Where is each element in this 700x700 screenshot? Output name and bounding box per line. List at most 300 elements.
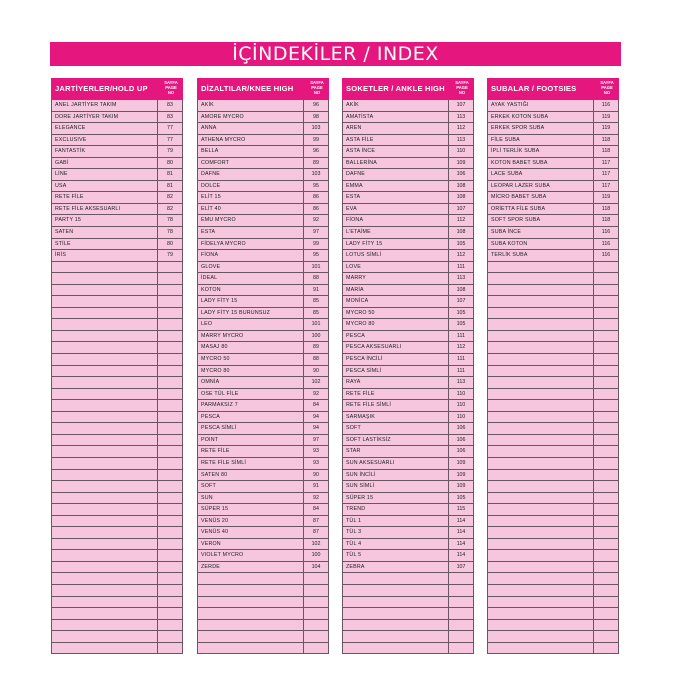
table-row <box>488 412 619 424</box>
product-name <box>52 643 157 654</box>
product-name <box>488 354 593 365</box>
page-number: 108 <box>448 181 473 192</box>
table-row <box>343 158 474 170</box>
page-number: 118 <box>593 146 618 157</box>
page-number: 114 <box>448 527 473 538</box>
product-name: PESCA SİMLİ <box>201 425 237 432</box>
table-row <box>488 192 619 204</box>
product-name <box>52 562 157 573</box>
page-number: 106 <box>448 446 473 457</box>
table-row <box>343 181 474 193</box>
product-name: MASAJ 80 <box>201 344 228 351</box>
page-number <box>157 412 182 423</box>
page-number: 109 <box>448 481 473 492</box>
page-number: 78 <box>157 215 182 226</box>
page-number <box>157 273 182 284</box>
page-number <box>593 354 618 365</box>
product-name: STİLE <box>55 240 71 247</box>
product-name <box>52 435 157 446</box>
product-name: ERKEK KOTON SUBA <box>491 113 549 120</box>
page-number: 111 <box>448 331 473 342</box>
product-name <box>488 273 593 284</box>
table-row <box>488 562 619 574</box>
page-number: 105 <box>448 308 473 319</box>
table-row <box>52 423 183 435</box>
product-name <box>488 285 593 296</box>
table-row <box>343 319 474 331</box>
table-row <box>198 354 329 366</box>
product-name: MİCRO BABET SUBA <box>491 194 547 201</box>
table-row <box>343 493 474 505</box>
table-row <box>343 481 474 493</box>
table-row <box>52 435 183 447</box>
product-name: VENÜS 20 <box>201 517 229 524</box>
product-name: PARTY 15 <box>55 217 82 224</box>
product-name <box>52 470 157 481</box>
page-number <box>157 389 182 400</box>
page-number <box>157 527 182 538</box>
table-row <box>343 389 474 401</box>
page-number <box>593 435 618 446</box>
product-name <box>52 273 157 284</box>
table-row <box>52 573 183 585</box>
product-name <box>488 412 593 423</box>
product-name: OSE TÜL FİLE <box>201 390 239 397</box>
product-name <box>52 412 157 423</box>
table-row <box>343 250 474 262</box>
table-row <box>343 239 474 251</box>
product-name: LADY FİTY 15 <box>201 298 238 305</box>
product-name <box>488 562 593 573</box>
table-row <box>52 112 183 124</box>
page-number: 78 <box>157 227 182 238</box>
page-number: 114 <box>448 516 473 527</box>
product-name: LİNE <box>55 171 68 178</box>
page-number <box>157 562 182 573</box>
page-number: 93 <box>303 458 328 469</box>
page-number: 96 <box>303 100 328 111</box>
product-name <box>488 331 593 342</box>
product-name <box>488 400 593 411</box>
product-name <box>52 262 157 273</box>
page-number: 112 <box>448 342 473 353</box>
page-number: 114 <box>448 539 473 550</box>
page-number: 94 <box>303 423 328 434</box>
product-name: ZEBRA <box>346 563 365 570</box>
page-number: 119 <box>593 192 618 203</box>
product-name: SARMAŞIK <box>346 413 375 420</box>
product-name <box>488 620 593 631</box>
table-row <box>52 146 183 158</box>
product-name: FİDELYA MYCRO <box>201 240 246 247</box>
product-name <box>198 608 303 619</box>
product-name: POINT <box>201 436 219 443</box>
page-number <box>448 643 473 654</box>
product-name: SUN <box>201 494 213 501</box>
product-name: PESCA <box>201 413 220 420</box>
page-number <box>157 539 182 550</box>
page-number: 100 <box>303 331 328 342</box>
product-name: RETE FİLE AKSESUARLI <box>55 205 121 212</box>
table-row <box>198 285 329 297</box>
page-number: 85 <box>303 296 328 307</box>
product-name <box>488 470 593 481</box>
column-header <box>51 78 183 100</box>
product-name <box>488 608 593 619</box>
page-number: 104 <box>303 562 328 573</box>
page-number: 96 <box>303 146 328 157</box>
table-row <box>343 204 474 216</box>
table-row <box>488 273 619 285</box>
product-name: SÜPER 15 <box>201 506 229 513</box>
product-name <box>488 308 593 319</box>
page-number: 110 <box>448 412 473 423</box>
page-number <box>593 412 618 423</box>
page-number <box>593 597 618 608</box>
table-row <box>198 470 329 482</box>
page-number: 99 <box>303 135 328 146</box>
table-row <box>343 527 474 539</box>
table-row <box>52 562 183 574</box>
table-row <box>52 539 183 551</box>
product-name: AKİK <box>201 102 214 108</box>
table-row <box>198 296 329 308</box>
table-row <box>198 562 329 574</box>
product-name: L'ETAİME <box>346 229 371 236</box>
table-row <box>198 527 329 539</box>
product-name: SUN AKSESUARLI <box>346 459 395 466</box>
product-name <box>52 550 157 561</box>
page-number <box>593 285 618 296</box>
product-name <box>488 262 593 273</box>
table-row <box>343 296 474 308</box>
product-name: FANTASTİK <box>55 148 86 155</box>
table-row <box>198 493 329 505</box>
product-name: SUBA KOTON <box>491 240 528 247</box>
product-name: FİONA <box>346 217 364 224</box>
table-row <box>52 181 183 193</box>
table-row <box>343 470 474 482</box>
table-row <box>488 100 619 112</box>
table-row <box>488 481 619 493</box>
table-row <box>488 573 619 585</box>
table-row <box>343 377 474 389</box>
product-name: VENÜS 40 <box>201 529 229 536</box>
table-row <box>52 273 183 285</box>
column-title: SUBALAR / FOOTSIES <box>491 84 577 93</box>
product-name <box>52 285 157 296</box>
index-column-2 <box>197 78 329 654</box>
product-name: AMATİSTA <box>346 113 374 120</box>
product-name: LEOPAR LAZER SUBA <box>491 182 550 189</box>
page-number <box>593 308 618 319</box>
product-name: AREN <box>346 125 362 132</box>
product-name: ATHENA MYCRO <box>201 136 246 143</box>
table-row <box>52 481 183 493</box>
column-title: DİZALTILAR/KNEE HIGH <box>201 84 294 93</box>
page-number <box>157 597 182 608</box>
product-name <box>52 308 157 319</box>
table-row <box>488 227 619 239</box>
product-name: LEO <box>201 321 213 328</box>
table-row <box>198 215 329 227</box>
page-number: 90 <box>303 366 328 377</box>
table-row <box>52 366 183 378</box>
page-number: 92 <box>303 389 328 400</box>
product-name <box>52 319 157 330</box>
page-number: 102 <box>303 377 328 388</box>
page-number <box>157 354 182 365</box>
page-number: 109 <box>448 470 473 481</box>
product-name: TERLİK SUBA <box>491 252 528 259</box>
product-name: EMMA <box>346 182 363 189</box>
product-name: VERON <box>201 540 221 547</box>
product-name: MYCRO 80 <box>201 367 230 374</box>
page-number: 112 <box>448 215 473 226</box>
table-row <box>488 239 619 251</box>
table-row <box>488 319 619 331</box>
product-name: VIOLET MYCRO <box>201 552 244 559</box>
table-row <box>343 112 474 124</box>
product-name: DORE JARTİYER TAKIM <box>55 113 119 120</box>
product-name: PESCA SİMLİ <box>346 367 382 374</box>
product-name: LACE SUBA <box>491 171 523 178</box>
table-row <box>488 262 619 274</box>
table-row <box>488 135 619 147</box>
table-row <box>488 377 619 389</box>
page-number: 107 <box>448 296 473 307</box>
table-row <box>52 597 183 609</box>
table-row <box>198 412 329 424</box>
page-number: 97 <box>303 435 328 446</box>
page-no-header: SAYFA PAGE NO <box>310 80 324 95</box>
page-number <box>593 562 618 573</box>
table-row <box>52 250 183 262</box>
page-number <box>303 620 328 631</box>
page-number <box>157 446 182 457</box>
product-name: ERKEK SPOR SUBA <box>491 125 545 132</box>
table-row <box>52 643 183 655</box>
page-number: 113 <box>448 135 473 146</box>
table-row <box>198 377 329 389</box>
page-number: 80 <box>157 239 182 250</box>
page-number: 116 <box>593 250 618 261</box>
page-number <box>157 493 182 504</box>
table-row <box>198 435 329 447</box>
product-name <box>52 597 157 608</box>
page-number: 87 <box>303 516 328 527</box>
page-number: 94 <box>303 412 328 423</box>
table-row <box>343 435 474 447</box>
product-name: SOFT LASTİKSİZ <box>346 436 391 443</box>
table-row <box>343 100 474 112</box>
product-name: RETE FİLE <box>346 390 375 397</box>
page-number <box>157 262 182 273</box>
table-row <box>343 608 474 620</box>
index-rows <box>487 100 619 654</box>
page-number: 110 <box>448 389 473 400</box>
page-no-header: SAYFA PAGE NO <box>164 80 178 95</box>
page-number: 79 <box>157 250 182 261</box>
page-number <box>157 585 182 596</box>
table-row <box>198 550 329 562</box>
page-number <box>593 539 618 550</box>
page-number: 111 <box>448 262 473 273</box>
table-row <box>198 342 329 354</box>
product-name: SUBA İNCE <box>491 229 522 236</box>
index-column-4 <box>487 78 619 654</box>
table-row <box>52 493 183 505</box>
table-row <box>488 608 619 620</box>
product-name: SUN SİMLİ <box>346 483 375 490</box>
table-row <box>52 585 183 597</box>
page-number: 105 <box>448 493 473 504</box>
table-row <box>488 435 619 447</box>
table-row <box>52 319 183 331</box>
product-name <box>52 631 157 642</box>
table-row <box>198 319 329 331</box>
table-row <box>52 458 183 470</box>
table-row <box>52 123 183 135</box>
table-row <box>488 400 619 412</box>
table-row <box>488 331 619 343</box>
table-row <box>52 227 183 239</box>
product-name: ZERDE <box>201 563 220 570</box>
product-name: MONİCA <box>346 298 369 305</box>
table-row <box>198 100 329 112</box>
product-name: EMU MYCRO <box>201 217 236 224</box>
product-name <box>198 597 303 608</box>
page-number <box>157 481 182 492</box>
table-row <box>488 366 619 378</box>
table-row <box>52 135 183 147</box>
product-name: COMFORT <box>201 159 230 166</box>
column-header <box>197 78 329 100</box>
product-name <box>488 446 593 457</box>
table-row <box>343 135 474 147</box>
page-number <box>157 458 182 469</box>
page-number <box>593 504 618 515</box>
table-row <box>488 250 619 262</box>
index-rows <box>342 100 474 654</box>
product-name: SÜPER 15 <box>346 494 374 501</box>
product-name: ASTA İNCE <box>346 148 376 155</box>
table-row <box>488 458 619 470</box>
page-number: 109 <box>448 158 473 169</box>
product-name <box>488 389 593 400</box>
table-row <box>198 250 329 262</box>
table-row <box>52 342 183 354</box>
product-name: TÜL 1 <box>346 517 362 524</box>
product-name: ANEL JARTİYER TAKIM <box>55 102 117 108</box>
page-number: 102 <box>303 539 328 550</box>
page-number: 85 <box>303 308 328 319</box>
page-number <box>157 550 182 561</box>
page-number <box>448 597 473 608</box>
product-name: LOVE <box>346 263 361 270</box>
product-name <box>52 446 157 457</box>
page-number: 117 <box>593 158 618 169</box>
table-row <box>198 631 329 643</box>
page-number <box>593 527 618 538</box>
page-number <box>157 608 182 619</box>
page-number: 89 <box>303 342 328 353</box>
table-row <box>343 504 474 516</box>
table-row <box>488 539 619 551</box>
table-row <box>343 585 474 597</box>
page-number <box>157 573 182 584</box>
table-row <box>198 573 329 585</box>
page-number <box>303 585 328 596</box>
index-rows <box>51 100 183 654</box>
product-name: SOFT <box>346 425 361 432</box>
table-row <box>198 516 329 528</box>
product-name <box>52 516 157 527</box>
product-name: AKİK <box>346 102 359 108</box>
page-number: 79 <box>157 146 182 157</box>
product-name: İPLİ TERLİK SUBA <box>491 148 540 155</box>
table-row <box>488 493 619 505</box>
product-name: PARMAKSIZ 7 <box>201 402 238 409</box>
table-row <box>488 112 619 124</box>
page-number <box>157 435 182 446</box>
product-name: SOFT <box>201 483 216 490</box>
page-number <box>593 342 618 353</box>
table-row <box>52 504 183 516</box>
table-row <box>52 631 183 643</box>
table-row <box>198 458 329 470</box>
table-row <box>488 215 619 227</box>
table-row <box>52 331 183 343</box>
table-row <box>343 123 474 135</box>
page-number <box>157 319 182 330</box>
product-name: TÜL 4 <box>346 540 362 547</box>
product-name <box>52 573 157 584</box>
product-name <box>488 366 593 377</box>
page-number: 91 <box>303 481 328 492</box>
product-name <box>343 643 448 654</box>
product-name <box>488 539 593 550</box>
table-row <box>198 643 329 655</box>
column-header <box>487 78 619 100</box>
product-name <box>488 296 593 307</box>
product-name: EVA <box>346 205 357 212</box>
table-row <box>343 620 474 632</box>
product-name: DAFNE <box>201 171 220 178</box>
product-name: ELİT 15 <box>201 194 221 201</box>
page-number: 103 <box>303 123 328 134</box>
page-number <box>157 342 182 353</box>
table-row <box>52 550 183 562</box>
index-column-1 <box>51 78 183 654</box>
product-name: GLOVE <box>201 263 221 270</box>
product-name <box>52 296 157 307</box>
page-number: 82 <box>157 192 182 203</box>
product-name: İDEAL <box>201 275 218 282</box>
page-number <box>448 620 473 631</box>
product-name <box>343 620 448 631</box>
page-number: 110 <box>448 146 473 157</box>
product-name: ESTA <box>346 194 361 201</box>
table-row <box>198 227 329 239</box>
page-number <box>448 585 473 596</box>
index-column-3 <box>342 78 474 654</box>
product-name <box>488 643 593 654</box>
page-number <box>593 458 618 469</box>
product-name: BELLA <box>201 148 219 155</box>
table-row <box>488 389 619 401</box>
product-name <box>52 504 157 515</box>
